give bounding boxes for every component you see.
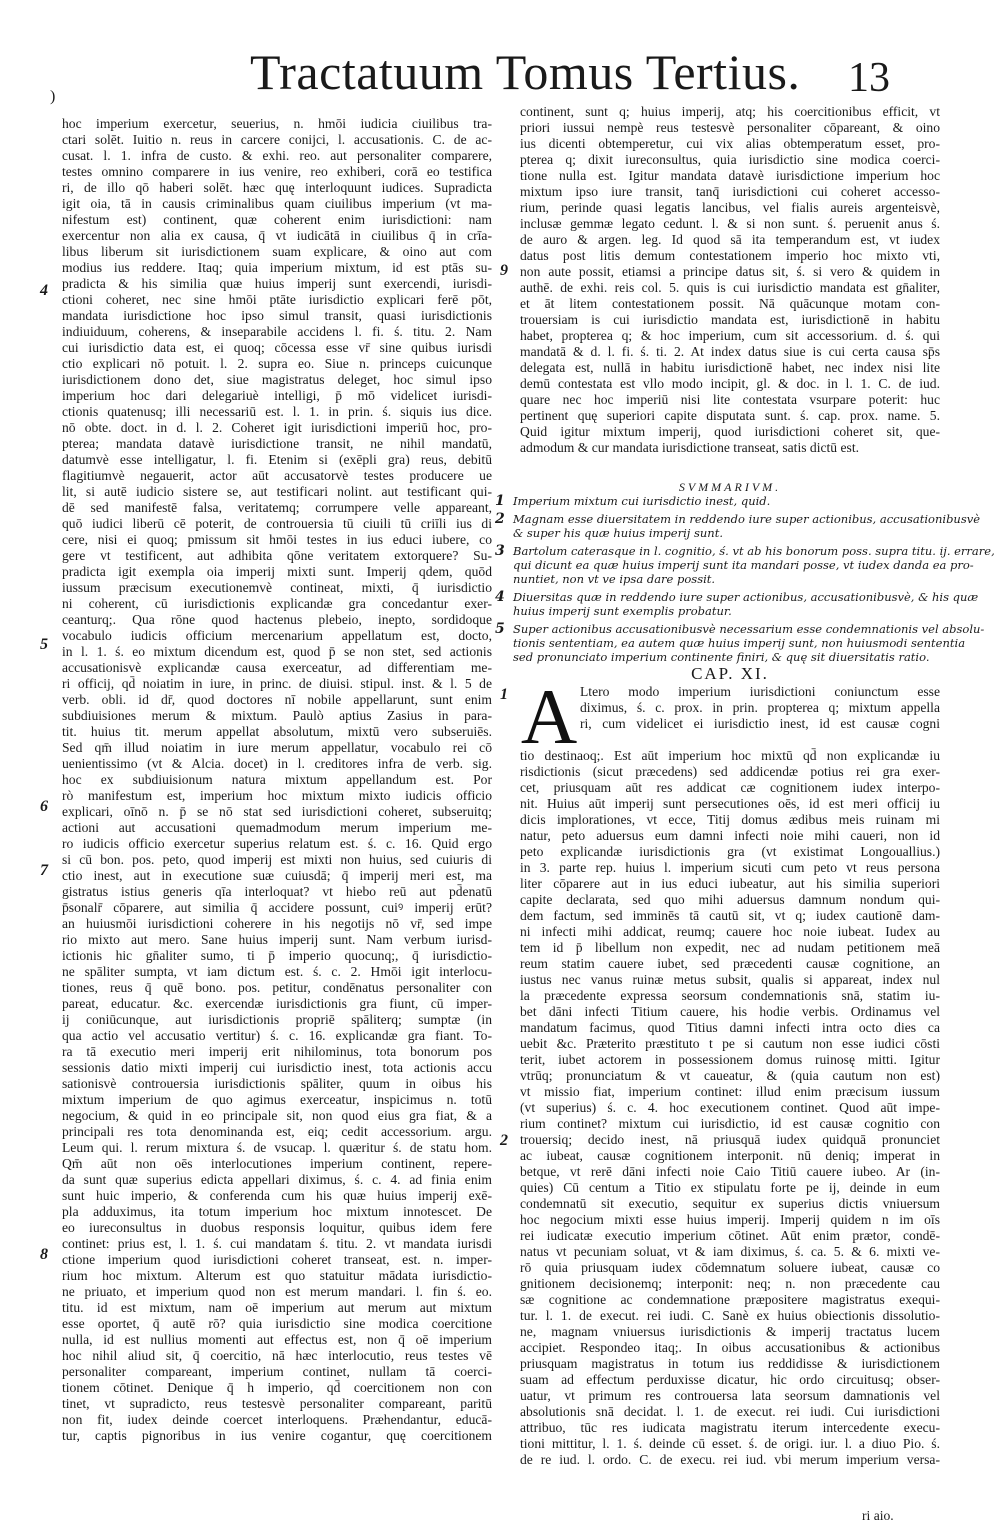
text-line: negocium, & quid in eo principale sit, non quod eius gra fiat, & a [62,1108,492,1123]
text-line: tione nulla est. Igitur mandata datavè iurisdictione imperium hoc [520,168,940,183]
text-line: pradicta igit exempla oia imperij mixti sunt. Imperij qdem, quōd [62,564,492,579]
text-line: testes omnino comparere in ius venire, reo exhiberi, corā eo testifica [62,164,492,179]
text-line: liter cōparere aut in ius educi iubeatur, aut his similia superiori [520,876,940,891]
text-line: imperium hoc dari delegariuè intelligi, p̄ mō videlicet iurisdi- [62,388,492,403]
text-line: capite declarata, sed quo mihi aduersus damnum nondum qui- [520,892,940,907]
text-line: ctionis quatenusq; illi necessariū est. l. 1. in prin. ś. siquis ius dice. [62,404,492,419]
text-line: ri, de illo qō haberi solēt. hæc quę interloquunt iudices. Supradicta [62,180,492,195]
summarium-item-number: 4 [495,589,505,605]
text-line: ne priuato, et imperium quod non est merum mandari. l. fin ś. eo. [62,1284,492,1299]
text-line: mixtum imperium de quo agimus exerceatur, inspicimus n. totū [62,1092,492,1107]
text-line: ni coherent, cū iurisdictionis explicandæ gra concedantur exer- [62,596,492,611]
text-line: gistratus istius generis qīa interloquat? vt hiebo reū aut pd̄enatū [62,884,492,899]
text-line: Sed qm̄ illud noiatim in iure merum appellatur, vocabulo rei cō [62,740,492,755]
text-line: tit. huius tit. merum appellat absolutum, mixtū vero subseruiēs. [62,724,492,739]
text-line: nit. Huius aūt imperij sunt persecutiones oēs, id est meri officij iu [520,796,940,811]
summarium-item [495,543,995,586]
summarium-item-number: 2 [495,511,505,527]
text-line: ro iudicis officio exercetur superius relatum est. ś. c. 16. Quid ergo [62,836,492,851]
right-column-top [520,104,940,456]
text-line: quare nec hoc imperiū nisi lite contestata vsurpare poterit: huc [520,392,940,407]
text-line: et āt litem contestationem possit. Nā quācunque motam con- [520,296,940,311]
summarium-item-text: Super actionibus accusationibusvè necessarium esse condemnationis vel absolu- [513,622,985,636]
text-line: iustus nec vanus ruinæ metus subsit, qualis si appareat, index nul [520,972,940,987]
text-line: priusquam magistratus in totum ius reddidisse & iurisdictionem [520,1356,940,1371]
text-line: diximus, ś. c. prox. in prin. propterea q; mixtum appella [580,700,940,715]
text-line: sunt huic imperio, & conferenda cum his quæ huius imperij exē- [62,1188,492,1203]
text-line: personaliter compareant, imperium continet, nullam tā coerci- [62,1364,492,1379]
text-line: actioni aut accusationi quemadmodum merum imperium me- [62,820,492,835]
text-line: mandatum facimus, quod Titius damni infecti intra octo dies ca [520,1020,940,1035]
summarium-item-text: qui dicunt ea quæ huius imperij sunt ita mandari posse, vt iudex danda ea pro- [513,558,974,572]
text-line: accipiet. Respondeo itaq;. In oibus accusationibus & actionibus [520,1340,940,1355]
text-line: libus liberum sit iurisdictionem suam explicare, & oino aut com [62,244,492,259]
drop-cap-initial: A [520,673,578,760]
text-line: qua actio vel accusatio vertitur) ś. c. 16. explicandæ gra fiant. To- [62,1028,492,1043]
text-line: ictionis hic gn̄aliter sumo, ti p̄ imperio quocunq;, q̄ iurisdictio- [62,948,492,963]
text-line: Ltero modo imperium iurisdictioni coniunctum esse [580,684,940,699]
text-line: vt missio fiat, imperium continet: illud enim præcisum iussum [520,1084,940,1099]
text-line: priori iussui nempè reus testesvè personaliter cōpareant, & oino [520,120,940,135]
summarium-item-text: Bartolum caterasque in l. cognitio, ś. vt ab his bonorum poss. supra titu. ij. errare, [513,544,995,558]
text-line: da sunt quæ superius edicta appellari diximus, ś. c. 4. ad finia enim [62,1172,492,1187]
text-line: bet dāni infecti Titium cauere, his hodie verbis. Ordinamus vel [520,1004,940,1019]
text-line: hoc ex subdiuisionum natura mixtum appellandum est. Por [62,772,492,787]
summarium-item-text: sed pronunciato imperium continente finiri, & quę sit diuersitatis ratio. [513,650,930,664]
text-line: cusat. l. 1. infra de custo. & exhi. reo. aut personaliter comparere, [62,148,492,163]
text-line: rium, perinde quasi legatis lancibus, vel fialis aureis argenteisvè, [520,200,940,215]
text-line: pertinent quę superiori capite disputata sunt. ś. cap. prox. name. 5. [520,408,940,423]
text-line: gnitionem decisionemq; interponit: neq; n. non præcedente cau [520,1276,940,1291]
text-line: uenientissimo (vt & Alcia. docet) in l. creditores infra de verb. sig. [62,756,492,771]
text-line: si cū bon. pos. peto, quod imperij est mixti non huius, sed cuiuris di [62,852,492,867]
text-line: iussum præcisum executionemvè contineat, mixti, q̄ iurisdictio [62,580,492,595]
text-line: de re iud. l. ordo. C. de execu. rei iud. vbi merum imperium versa- [520,1452,940,1467]
text-line: cui iurisdictio data est, ei quoq; cōcessa esse vr̄ sine quibus iurisdi [62,340,492,355]
margin-number: 7 [40,862,48,879]
text-line: continet: prius est, l. 1. ś. cui mandatam ś. titu. 2. vt mandata iurisdi [62,1236,492,1251]
text-line: quō iudici liberū cē poterit, de controuersia tū ciuili tū criīli ius di [62,516,492,531]
margin-number: 2 [500,1132,508,1149]
text-line: demū contestata est vllo modo incipit, gl. & doc. in l. 1. C. de iud. [520,376,940,391]
text-line: tiones, reus q̄ quē bono. pos. petitur, condēnatus personaliter con [62,980,492,995]
summarium-item-number: 5 [495,621,505,637]
text-line: reum statim cauere iubet, sed præcedenti causæ cognitione, an [520,956,940,971]
margin-number: 5 [40,636,48,653]
summarium-item [495,589,979,618]
text-line: an huiusmōi iurisdictioni coherere in his negotijs nō vr̄, sed impe [62,916,492,931]
text-line: esse oportet, q̄ autē rō? quia iurisdictio sine modica coercitione [62,1316,492,1331]
text-line: rei iudicatæ executio imperium cōtinet. Aūt enim prætor, condē- [520,1228,940,1243]
text-line: rium continet? mixtum cui iurisdictio, id est causæ cognitio con [520,1116,940,1131]
text-line: peto explicandæ iurisdictionis gra (vt existimat Longouallius.) [520,844,940,859]
text-line: hoc imperium exercetur, seuerius, n. hmōi iudicia ciuilibus tra- [62,116,492,131]
page-number: 13 [848,55,890,101]
text-line: mandata iurisdictione hoc ipso simul transit, quasi iurisdictionis [62,308,492,323]
summarium-item-text: Magnam esse diuersitatem in reddendo iure super actionibus, accusationibusvè [513,512,981,526]
text-line: ij coniūcunque, aut iurisdictionis propriē spāliterq; sumptæ (in [62,1012,492,1027]
text-line: attribuo, tūc res iudicata magistratu iterum intercedente execu- [520,1420,940,1435]
summarium-list [495,493,995,668]
text-line: trouersiam is cui iurisdictio mandata est, iurisdictionē in habitu [520,312,940,327]
text-line: ri, cum videlicet ei iurisdictio inest, id est causæ cogni [580,716,940,731]
margin-number: 6 [40,798,48,815]
text-line: eo iureconsultus in duobus responsis loquitur, quibus idem fere [62,1220,492,1235]
text-line: rò manifestum est, imperium hoc mixtum mixto iudicis officio [62,788,492,803]
text-line: hoc negocium mixti esse huius imperij. Imperij quidem n im oīs [520,1212,940,1227]
text-line: inclusæ gemmæ legato cedunt. l. & si non sunt. ś. peruenit anus ś. [520,216,940,231]
text-line: flagitiumvè negauerit, actor aūt accusatorvè testes producere ue [62,468,492,483]
text-line: non aute possit, etiamsi a principe datus sit, ś. si vero & quidem in [520,264,940,279]
text-line: authē. de exhi. reis col. 5. quis is cui iurisdictio mandata est gn̄aliter, [520,280,940,295]
text-line: iurisdictionem dono det, siue magistratus deleget, hoc simul ipso [62,372,492,387]
text-line: delegata est, nullā in habitu iurisdictionē habet, nec index nisi lite [520,360,940,375]
text-line: ne spāliter sumpta, vt iam dictum est. ś. c. 2. Hmōi igit interlocu- [62,964,492,979]
text-line: risdictionis (sicut præcedens) sed addicendæ potius rei gra exer- [520,764,940,779]
chapter-opening-lines [520,684,940,732]
text-line: vocabulo iudicis officium mercenarium appellatum est, docto, [62,628,492,643]
summarium-item-text: Diuersitas quæ in reddendo iure super actionibus, accusationibusvè, & his quæ [513,590,979,604]
text-line: (vt superius) ś. c. 4. hoc executionem continet. Quod aūt impe- [520,1100,940,1115]
text-line: ctione imperium quod iurisdictioni coheret transeat, est. n. imper- [62,1252,492,1267]
text-line: mixtum ipso iure transit, tanq̄ iurisdictioni cui coheret accesso- [520,184,940,199]
text-line: igit oia, tā in causis criminalibus quam ciuilibus imperium (vt ma- [62,196,492,211]
chapter-final-line: ri aio. [862,1508,894,1523]
text-line: accusationisvè explicandæ causa exerceatur, ad differentiam me- [62,660,492,675]
text-line: ctio explicari nō potuit. l. 2. supra eo. Siue n. princeps cuicunque [62,356,492,371]
text-line: dē sed manifestē falsa, veritatemq; corrumpere velle appareant, [62,500,492,515]
text-line: trouersiq; decido inest, nā priusquā iudex quidquā pronunciet [520,1132,940,1147]
text-line: sæ cognitione ac condemnatione præpositere magistratus exequi- [520,1292,940,1307]
summarium-item [495,511,981,540]
text-line: subdiuisiones merum & mixtum. Paulò aptius Zasius in para- [62,708,492,723]
text-line: nifestum est) continent, quæ coherent enim iurisdictioni: nam [62,212,492,227]
summarium-item-text: tionis sententiam, ea autem quæ huius imperij sunt, non huiusmodi sententia [513,636,966,650]
text-line: terit, iubet actorem in possessionem domus ruinosę mitti. Igitur [520,1052,940,1067]
text-line: titu. id est mixtum, nam oē imperium aut merum aut mixtum [62,1300,492,1315]
text-line: natur, peto aduersus eum damni infecti noie mihi caueri, non id [520,828,940,843]
text-line: modius ius reddere. Itaq; quia imperium mixtum, id est ptās su- [62,260,492,275]
text-line: Qm̄ aūt non oēs interlocutiones imperium continent, repere- [62,1156,492,1171]
text-line: cere, nisi ei quoq; pmissum sit hmōi testes in ius educi iubere, co [62,532,492,547]
text-line: quies) Cū centum a Titio ex stipulatu forte pe ij, deinde in eum [520,1180,940,1195]
text-line: natus vt pecuniam soluat, vt & iam diximus, ś. ca. 5. & 6. mixti ve- [520,1244,940,1259]
text-line: pradicta & his similia quæ huius imperij sunt exercendi, iurisdi- [62,276,492,291]
text-line: non fit, iudex deinde coercet interloquens. Præhendantur, educā- [62,1412,492,1427]
text-line: sessionis datio mixti imperij cui iurisdictio inest, tota actionis accu [62,1060,492,1075]
text-line: indiuiduum, coherens, & inseparabile accidens l. fi. ś. titu. 2. Nam [62,324,492,339]
text-line: lit, si autē iudicio sistere se, aut testificari nolint. aut testificant qui- [62,484,492,499]
text-line: rium hoc mixtum. Alterum est quo statuitur mādata iurisdictio- [62,1268,492,1283]
text-line: pla adduximus, ita totum imperium hoc mixtum innotescet. De [62,1204,492,1219]
text-line: tur, captis pignoribus in ius venire cogantur, quę coercitionem [62,1428,492,1443]
text-line: de auro & argen. leg. Id quod sā ita temperandum est, vt iudex [520,232,940,247]
text-line: tioni mittitur, l. 1. ś. deinde cū esset. ś. de origi. iur. l. a diuo Pio. ś. [520,1436,940,1451]
text-line: tur. l. 1. de execut. rei iudi. C. Sanè ex huius obiectionis dissolutio- [520,1308,940,1323]
text-line: sationisvè controuersia iurisdictionis spāliter, quum in oibus his [62,1076,492,1091]
text-line: in 3. parte rep. huius l. imperium sicuti cum peto vt reus persona [520,860,940,875]
text-line: suam ad effectum perduxisse dicatur, hic ordo circuitusq; obser- [520,1372,940,1387]
summarium-item [495,494,945,508]
text-line: betque, vt rerē dāni infecti noie Caio Titiū cauere iubeo. Ar (in- [520,1164,940,1179]
margin-number: 1 [500,686,508,703]
text-line: principali res tota denominanda est, eiq; cedit accessorium. argu. [62,1124,492,1139]
text-line: ac iubeat, causæ cognitionem interponit. nū deniq; imperat in [520,1148,940,1163]
text-line: pterea; mandata datavè iurisdictione transit, ne nihil mandatū, [62,436,492,451]
text-line: tem id p̄ libellum non expedit, nec ad nudam petitionem meā [520,940,940,955]
text-line: continent, sunt q; huius imperij, atq; his coercitionibus efficit, vt [520,104,940,119]
text-line: exercentur non alia ex causa, q̄ vt iudicātā in ciuilibus q̄ in crīa- [62,228,492,243]
text-line: nulla, id est nullius momenti aut effectus est, non q̄ oē imperium [62,1332,492,1347]
header-left-mark: ) [50,88,56,105]
text-line: explicari, oīnō n. p̄ se nō stat sed iurisdictioni coheret, subseruitq; [62,804,492,819]
text-line: ne, magnam vniuersus iurisdictionis & imperij tractatus lucem [520,1324,940,1339]
text-line: ni infecti mihi addicat, reumq; cauere hoc noie iubeat. Iudex au [520,924,940,939]
text-line: p̄sonalr̄ cōparere, aut similia q̄ accidere possunt, cuiꝰ imperij erūt? [62,900,492,915]
text-line: dicis implorationes, vt ecce, Titij domus ædibus meis ruinam mi [520,812,940,827]
text-line: vtrūq; pronunciatum & vt caueatur, & (quia cautum non est) [520,1068,940,1083]
text-line: ctari solēt. Iuitio n. reus in carcere conijci, l. accusationis. C. de ac- [62,132,492,147]
text-line: condemnatū sit executio, sequitur ex superius dictis vniuersum [520,1196,940,1211]
summarium-item-text: Imperium mixtum cui iurisdictio inest, quid. [513,494,771,508]
text-line: ius dicenti obtemperetur, cui vix alias obtemperatum esset, pro- [520,136,940,151]
summarium-item-text: & super his quæ huius imperij sunt. [513,526,723,540]
text-line: la præcedente expressa seorsum condemnationis snā, statim iu- [520,988,940,1003]
text-line: pterea q; dixit iureconsultus, quia iurisdictio sine modica coerci- [520,152,940,167]
summarium-item-text: nuntiet, non vt ve ipsa dare possit. [513,572,716,586]
chapter-heading: CAP. XI. [691,664,769,683]
text-line: dem factum, sed imminēs tā cautū sit, vt q; iudex cautionē dam- [520,908,940,923]
text-line: tio destinaoq;. Est aūt imperium hoc mixtū qd̄ non explicandæ iu [520,748,940,763]
text-line: tionem cōtinet. Denique q̄ h imperio, qd̄ coercitionem non con [62,1380,492,1395]
text-line: rō quia priusquam iudex cōdemnatum soluere iubeat, causæ co [520,1260,940,1275]
text-line: ctioni coheret, nec sine hmōi ptāte iurisdictio explicari ferē pōt, [62,292,492,307]
summarium-heading: SVMMARIVM. [678,480,782,494]
margin-number: 4 [40,282,48,299]
text-line: Quid igitur mixtum imperij, quod iurisdictioni coheret sit, que- [520,424,940,439]
margin-number: 9 [500,262,508,279]
text-line: admodum & cur mandata iurisdictione transeat, satis dictū est. [520,440,860,455]
text-line: ri officij, qd̄ noiatim in iure, in princ. de diuisi. stipul. inst. & l. 5 de [62,676,492,691]
text-line: nō obte. doct. in d. l. 2. Coheret igit iurisdictioni imperiū hoc, pro- [62,420,492,435]
text-line: cet, priusquam aūt res addicat cæ cognitionem iudex interpo- [520,780,940,795]
text-line: datus post litis demum contestationem imperio hoc mixto vti, [520,248,940,263]
text-line: uebit &c. Præterito præstituto t pe si cautum non esse iudici cōsti [520,1036,940,1051]
chapter-body [520,748,940,1468]
text-line: tinet, vt supradicto, reus testesvè personaliter compareant, paritū [62,1396,492,1411]
summarium-item [495,621,985,664]
text-line: hoc nihil aliud sit, q̄ coercitio, nā hæc interlocutio, reus testes vē [62,1348,492,1363]
margin-number: 8 [40,1246,48,1263]
text-line: mandatā & d. l. fi. ś. ti. 2. At index datus siue is cui certa causa sp̄s [520,344,940,359]
text-line: rio mixto aut mero. Sane huius imperij sunt. Nam verbum iurisd- [62,932,492,947]
text-line: in l. 1. ś. eo mixtum dicendum est, quod p̄ se non stet, sed actionis [62,644,492,659]
text-line: Leum qui. l. rerum mixtura ś. de vsucap. l. quæritur ś. de statu hom. [62,1140,492,1155]
text-line: verb. obli. id dr̄, quod doctores nī nobile appellarunt, sunt enim [62,692,492,707]
text-line: datumvè esse intelligatur, l. fi. Etenim si (exēpli gra) reus, debitū [62,452,492,467]
text-line: pareat, educatur. &c. exercendæ iurisdictionis gra fiunt, cū imper- [62,996,492,1011]
text-line: ceanturq;. Qua rōne quod hactenus plebeio, inepto, sordidoque [62,612,492,627]
text-line: habet, propterea q; & hoc imperium, cum sit accessorium. d. ś. qui [520,328,940,343]
text-line: gere vt testificent, aut adhibita qōne veritatem extorquere? Su- [62,548,492,563]
text-line: ctio inest, aut in executione suæ cuiusdā; q̄ imperij meri est, ma [62,868,492,883]
summarium-item-number: 1 [495,493,505,509]
text-line: ra tā executio meri imperij erit nihilominus, tota bonorum pos [62,1044,492,1059]
text-line: absolutionis snā decidat. l. 1. de execut. rei iudi. Cui iurisdictioni [520,1404,940,1419]
summarium-item-text: huius imperij sunt exemplis probatur. [513,604,732,618]
summarium-item-number: 3 [495,543,505,559]
text-line: uatur, vt primum res controuersa lata seorsum damnationis vel [520,1388,940,1403]
running-title: Tractatuum Tomus Tertius. [250,44,801,100]
left-column [62,116,492,1444]
